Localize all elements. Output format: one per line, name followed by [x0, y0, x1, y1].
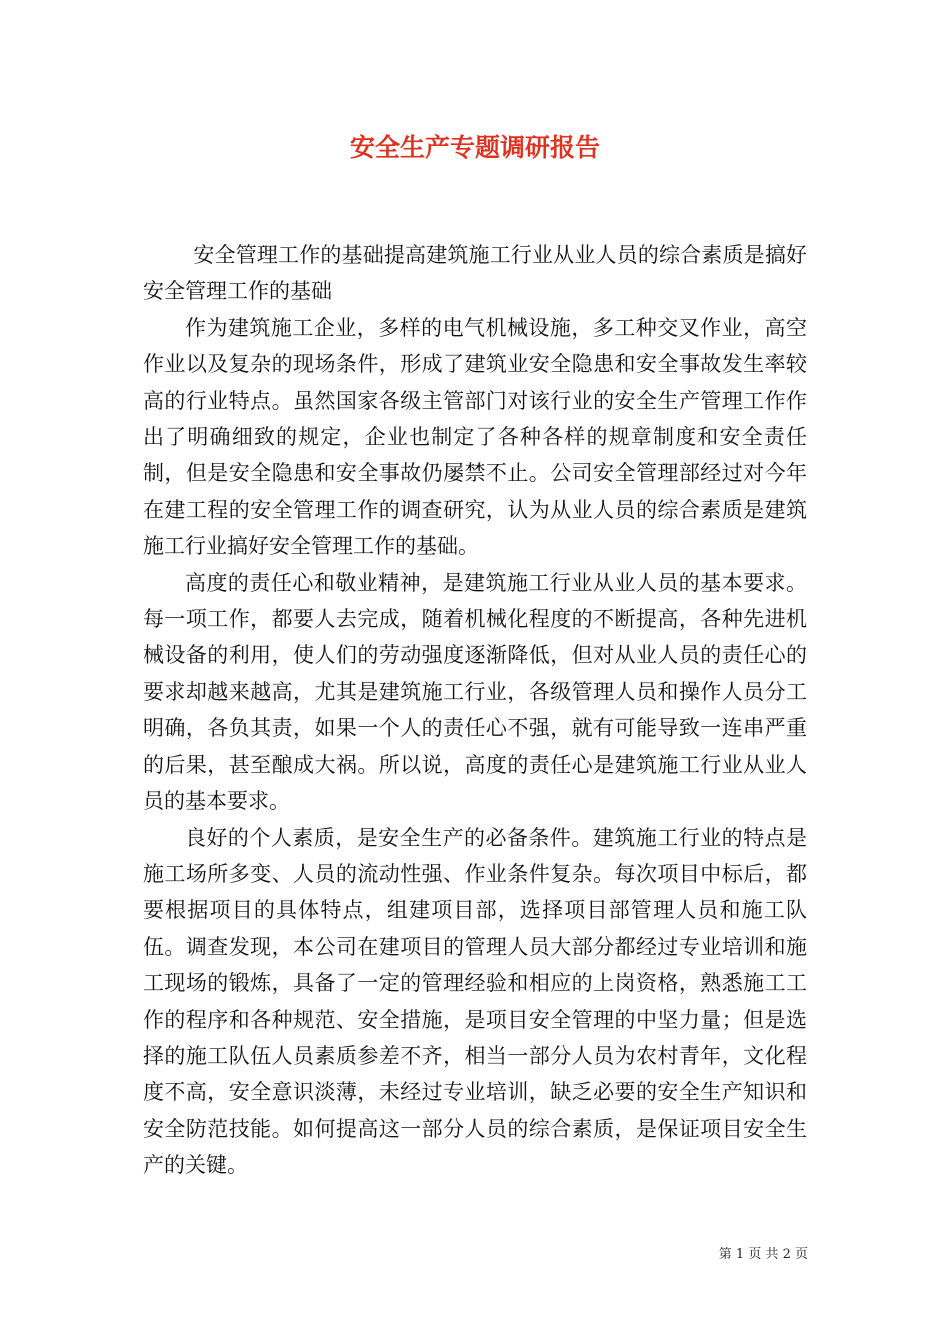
document-body	[143, 237, 807, 1184]
page-number-footer: 第 1 页 共 2 页	[718, 1247, 808, 1262]
paragraph-3: 高度的责任心和敬业精神，是建筑施工行业从业人员的基本要求。每一项工作，都要人去完成，随着机械化程度的不断提高，各种先进机械设备的利用，使人们的劳动强度逐渐降低，但对从业人员的责任心的要求却越来越高，尤其是建筑施工行业，各级管理人员和操作人员分工明确，各负其责，如果一个人的责任心不强，就有可能导致一连串严重的后果，甚至酿成大祸。所以说，高度的责任心是建筑施工行业从业人员的基本要求。	[143, 570, 807, 814]
paragraph-2: 作为建筑施工企业，多样的电气机械设施，多工种交叉作业，高空作业以及复杂的现场条件，形成了建筑业安全隐患和安全事故发生率较高的行业特点。虽然国家各级主管部门对该行业的安全生产管理工作作出了明确细致的规定，企业也制定了各种各样的规章制度和安全责任制，但是安全隐患和安全事故仍屡禁不止。公司安全管理部经过对今年在建工程的安全管理工作的调查研究，认为从业人员的综合素质是建筑施工行业搞好安全管理工作的基础。	[143, 315, 807, 559]
paragraph-1: 安全管理工作的基础提高建筑施工行业从业人员的综合素质是搞好安全管理工作的基础	[143, 243, 807, 304]
paragraph-4: 良好的个人素质，是安全生产的必备条件。建筑施工行业的特点是施工场所多变、人员的流动性强、作业条件复杂。每次项目中标后，都要根据项目的具体特点，组建项目部，选择项目部管理人员和施工队伍。调查发现，本公司在建项目的管理人员大部分都经过专业培训和施工现场的锻炼，具备了一定的管理经验和相应的上岗资格，熟悉施工工作的程序和各种规范、安全措施，是项目安全管理的中坚力量；但是选择的施工队伍人员素质参差不齐，相当一部分人员为农村青年，文化程度不高，安全意识淡薄，未经过专业培训，缺乏必要的安全生产知识和安全防范技能。如何提高这一部分人员的综合素质，是保证项目安全生产的关键。	[143, 825, 807, 1178]
document-title: 安全生产专题调研报告	[349, 133, 600, 162]
